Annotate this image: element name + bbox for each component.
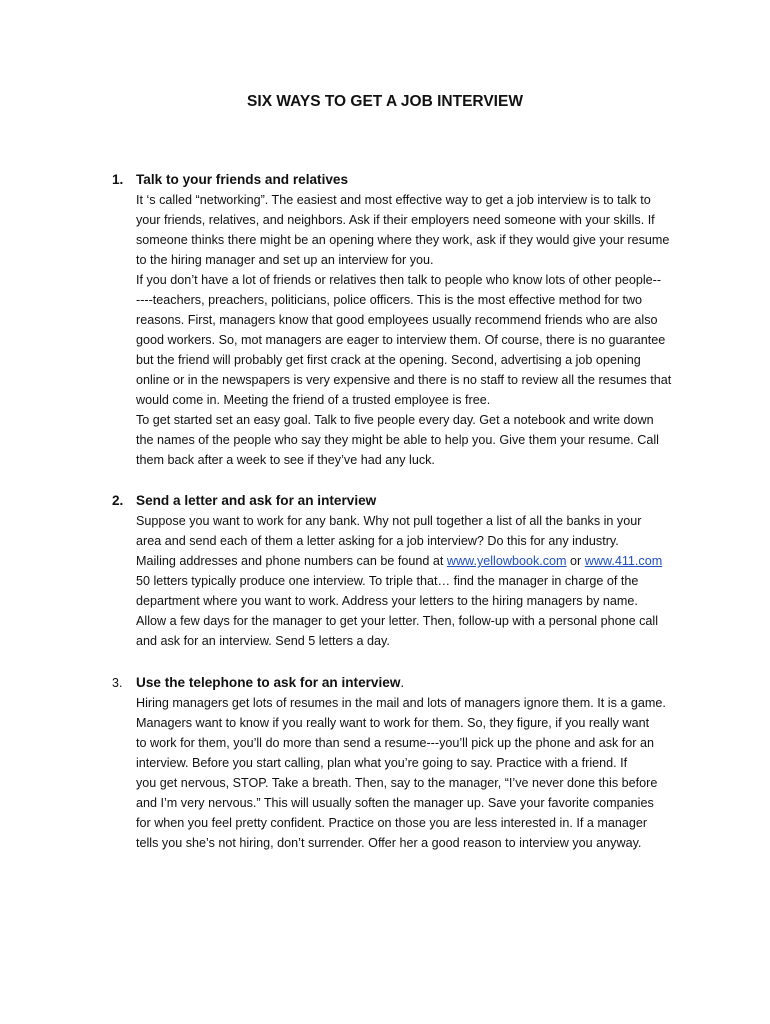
yellowbook-link[interactable]: www.yellowbook.com xyxy=(446,554,567,568)
body-line: If you don’t have a lot of friends or relatives then talk to people who know lots of other people-- xyxy=(136,273,662,287)
section-title-period: . xyxy=(400,675,405,690)
section-heading xyxy=(112,491,692,511)
body-line: the names of the people who say they might be able to help you. Give them your resume. Call xyxy=(136,433,659,447)
body-line: but the friend will probably get first crack at the opening. Second, advertising a job opening xyxy=(136,353,641,367)
body-line: would come in. Meeting the friend of a trusted employee is free. xyxy=(136,393,491,407)
section-number: 1. xyxy=(112,172,124,187)
body-line: interview. Before you start calling, plan what you’re going to say. Practice with a friend. If xyxy=(136,756,628,770)
page-title: SIX WAYS TO GET A JOB INTERVIEW xyxy=(247,93,523,110)
body-line: department where you want to work. Address your letters to the hiring managers by name. xyxy=(136,594,638,608)
body-line: Allow a few days for the manager to get your letter. Then, follow-up with a personal phone call xyxy=(136,614,659,628)
body-line: Suppose you want to work for any bank. Why not pull together a list of all the banks in your xyxy=(136,514,642,528)
body-line: and ask for an interview. Send 5 letters a day. xyxy=(136,634,390,648)
section-title-text: Use the telephone to ask for an interview xyxy=(136,675,401,690)
section-heading xyxy=(112,170,692,190)
body-line: ----teachers, preachers, politicians, police officers. This is the most effective method for two xyxy=(136,293,643,307)
mailing-text: Mailing addresses and phone numbers can be found at xyxy=(136,554,447,568)
body-line: Hiring managers get lots of resumes in the mail and lots of managers ignore them. It is a game. xyxy=(136,696,666,710)
section-body xyxy=(136,511,692,651)
section-heading xyxy=(112,673,692,693)
body-line: someone thinks there might be an opening where they work, ask if they would give your resume xyxy=(136,233,670,247)
body-line: area and send each of them a letter asking for a job interview? Do this for any industry. xyxy=(136,534,619,548)
body-line: reasons. First, managers know that good employees usually recommend friends who are also xyxy=(136,313,658,327)
body-line: good workers. So, mot managers are eager to interview them. Of course, there is no guarantee xyxy=(136,333,666,347)
body-line: them back after a week to see if they’ve had any luck. xyxy=(136,453,435,467)
section-use-telephone xyxy=(112,673,692,853)
section-send-letter xyxy=(112,491,692,651)
body-line: online or in the newspapers is very expensive and there is no staff to review all the resumes that xyxy=(136,373,672,387)
body-line: tells you she’s not hiring, don’t surrender. Offer her a good reason to interview you anyway. xyxy=(136,836,642,850)
section-title xyxy=(136,673,404,693)
section-body xyxy=(136,190,692,470)
mailing-or-text: or xyxy=(566,554,585,568)
body-line: and I’m very nervous.” This will usually soften the manager up. Save your favorite companies xyxy=(136,796,654,810)
body-line: to work for them, you’ll do more than send a resume---you’ll pick up the phone and ask for an xyxy=(136,736,655,750)
section-talk-to-friends xyxy=(112,170,692,470)
section-body xyxy=(136,693,692,853)
body-line: your friends, relatives, and neighbors. Ask if their employers need someone with your skills. If xyxy=(136,213,655,227)
body-line: Managers want to know if you really want to work for them. So, they figure, if you really want xyxy=(136,716,650,730)
section-number: 2. xyxy=(112,493,124,508)
411-link[interactable]: www.411.com xyxy=(584,554,663,568)
mailing-line xyxy=(136,551,692,571)
section-title: Send a letter and ask for an interview xyxy=(136,493,377,508)
section-title: Talk to your friends and relatives xyxy=(136,172,349,187)
body-line: It ‘s called “networking”. The easiest and most effective way to get a job interview is to talk to xyxy=(136,193,651,207)
body-line: to the hiring manager and set up an interview for you. xyxy=(136,253,434,267)
body-line: for when you feel pretty confident. Practice on those you are less interested in. If a manager xyxy=(136,816,648,830)
body-line: 50 letters typically produce one interview. To triple that… find the manager in charge of the xyxy=(136,574,639,588)
section-number: 3. xyxy=(112,676,123,690)
body-line: To get started set an easy goal. Talk to five people every day. Get a notebook and write down xyxy=(136,413,654,427)
body-line: you get nervous, STOP. Take a breath. Then, say to the manager, “I’ve never done this before xyxy=(136,776,658,790)
